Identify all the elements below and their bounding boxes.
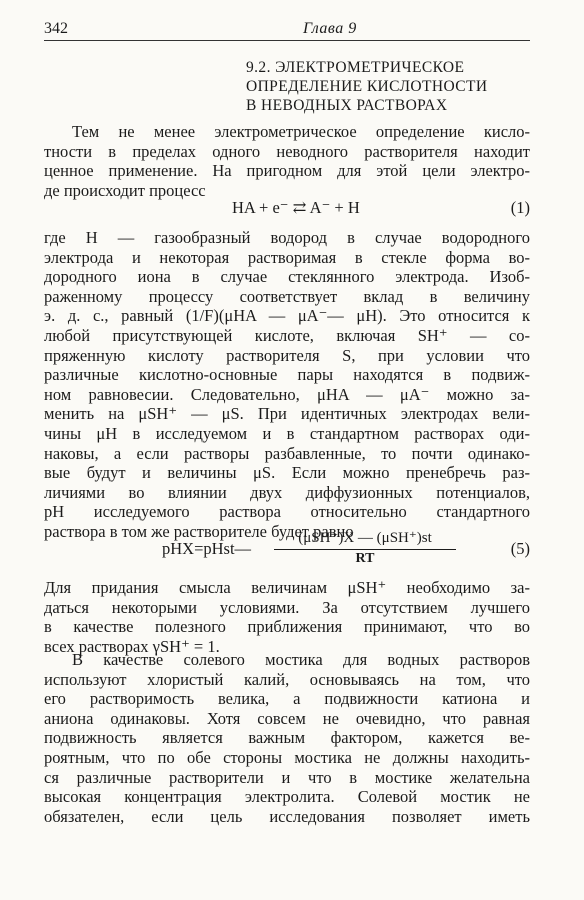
equation-5-fraction <box>274 528 456 567</box>
section-title-line: 9.2. ЭЛЕКТРОМЕТРИЧЕСКОЕ <box>246 59 465 76</box>
text-line: э. д. с., равный (1/F)(μHA — μA⁻— μH). Это относится к <box>44 306 530 326</box>
text-line: ном равновесии. Следовательно, μHA — μA⁻ можно за- <box>44 384 530 404</box>
text-line: чины μH в исследуемом и в стандартном растворах оди- <box>44 423 530 443</box>
text-line: тности в пределах одного неводного растворителя находит <box>44 141 530 161</box>
text-line: В качестве солевого мостика для водных растворов <box>72 650 530 669</box>
text-line: электрода и некоторая растворимая в стекле форма во- <box>44 247 530 267</box>
equation-5-number: (5) <box>510 539 530 558</box>
text-line: раженному процессу соответствует вклад в величину <box>44 286 530 306</box>
page-number: 342 <box>44 20 68 37</box>
text-line: его растворимость велика, а подвижности катиона и <box>44 689 530 709</box>
text-line: Для придания смысла величинам μSH⁺ необходимо за- <box>44 578 530 597</box>
text-line: аниона одинаковы. Хотя совсем не очевидно, что равная <box>44 708 530 728</box>
text-line: наковы, а если растворы разбавленные, то почти одинако- <box>44 443 530 463</box>
equation-5 <box>44 528 530 568</box>
text-line: подвижность является важным фактором, кажется ве- <box>44 728 530 748</box>
text-line: роятным, что по обе стороны мостика не должны находить- <box>44 747 530 767</box>
equation-5-numerator: (μSH⁺)X — (μSH⁺)st <box>274 528 456 550</box>
text-line: используют хлористый калий, основываясь на том, что <box>44 669 530 689</box>
paragraph-2 <box>44 228 530 542</box>
text-line: даться некоторыми условиями. За отсутствием лучшего <box>44 597 530 617</box>
text-line: раствора в том же растворителе будет равно <box>44 521 354 541</box>
section-title-line: В НЕВОДНЫХ РАСТВОРАХ <box>246 97 448 114</box>
paragraph-3 <box>44 578 530 656</box>
equation-1-number: (1) <box>510 198 530 217</box>
text-line: Тем не менее электрометрическое определение кисло- <box>72 122 530 141</box>
equation-5-lhs: pHX=pHst— <box>162 539 252 558</box>
text-line: вые будут и величины μS. Если можно пренебречь раз- <box>44 463 530 483</box>
text-line: ценное применение. На пригодном для этой цели электро- <box>44 161 530 181</box>
text-line: в качестве полезного приближения принимают, что во <box>44 617 530 637</box>
text-line: pH исследуемого раствора относительно стандартного <box>44 502 530 522</box>
text-line: ся различные растворители и что в мостике желательна <box>44 767 530 787</box>
equation-1-expression: HA + e⁻ ⇄ A⁻ + H <box>232 198 360 217</box>
text-line: где H — газообразный водород в случае водородного <box>44 228 530 247</box>
equation-1 <box>44 198 530 220</box>
page-header <box>44 18 530 41</box>
text-line: любой присутствующей кислоте, включая SH⁺ — со- <box>44 325 530 345</box>
paragraph-4 <box>44 650 530 826</box>
running-title: Глава 9 <box>303 20 357 37</box>
section-title-line: ОПРЕДЕЛЕНИЕ КИСЛОТНОСТИ <box>246 78 488 95</box>
equation-5-denominator: RT <box>355 551 375 566</box>
text-line: пряженную кислоту растворителя S, при условии что <box>44 345 530 365</box>
paragraph-1 <box>44 122 530 200</box>
text-line: дородного иона в случае стеклянного электрода. Изоб- <box>44 267 530 287</box>
text-line: различные кислотно-основные пары находятся в подвиж- <box>44 365 530 385</box>
text-line: всех растворах γSH⁺ = 1. <box>44 636 220 656</box>
text-line: личиями во влиянии двух диффузионных потенциалов, <box>44 482 530 502</box>
text-line: менить на μSH⁺ — μS. При идентичных электродах вели- <box>44 404 530 424</box>
text-line: высокая концентрация электролита. Солевой мостик не <box>44 787 530 807</box>
section-title <box>246 58 487 115</box>
text-line: де происходит процесс <box>44 180 206 200</box>
text-line: обязателен, если цель исследования позволяет иметь <box>44 806 530 826</box>
